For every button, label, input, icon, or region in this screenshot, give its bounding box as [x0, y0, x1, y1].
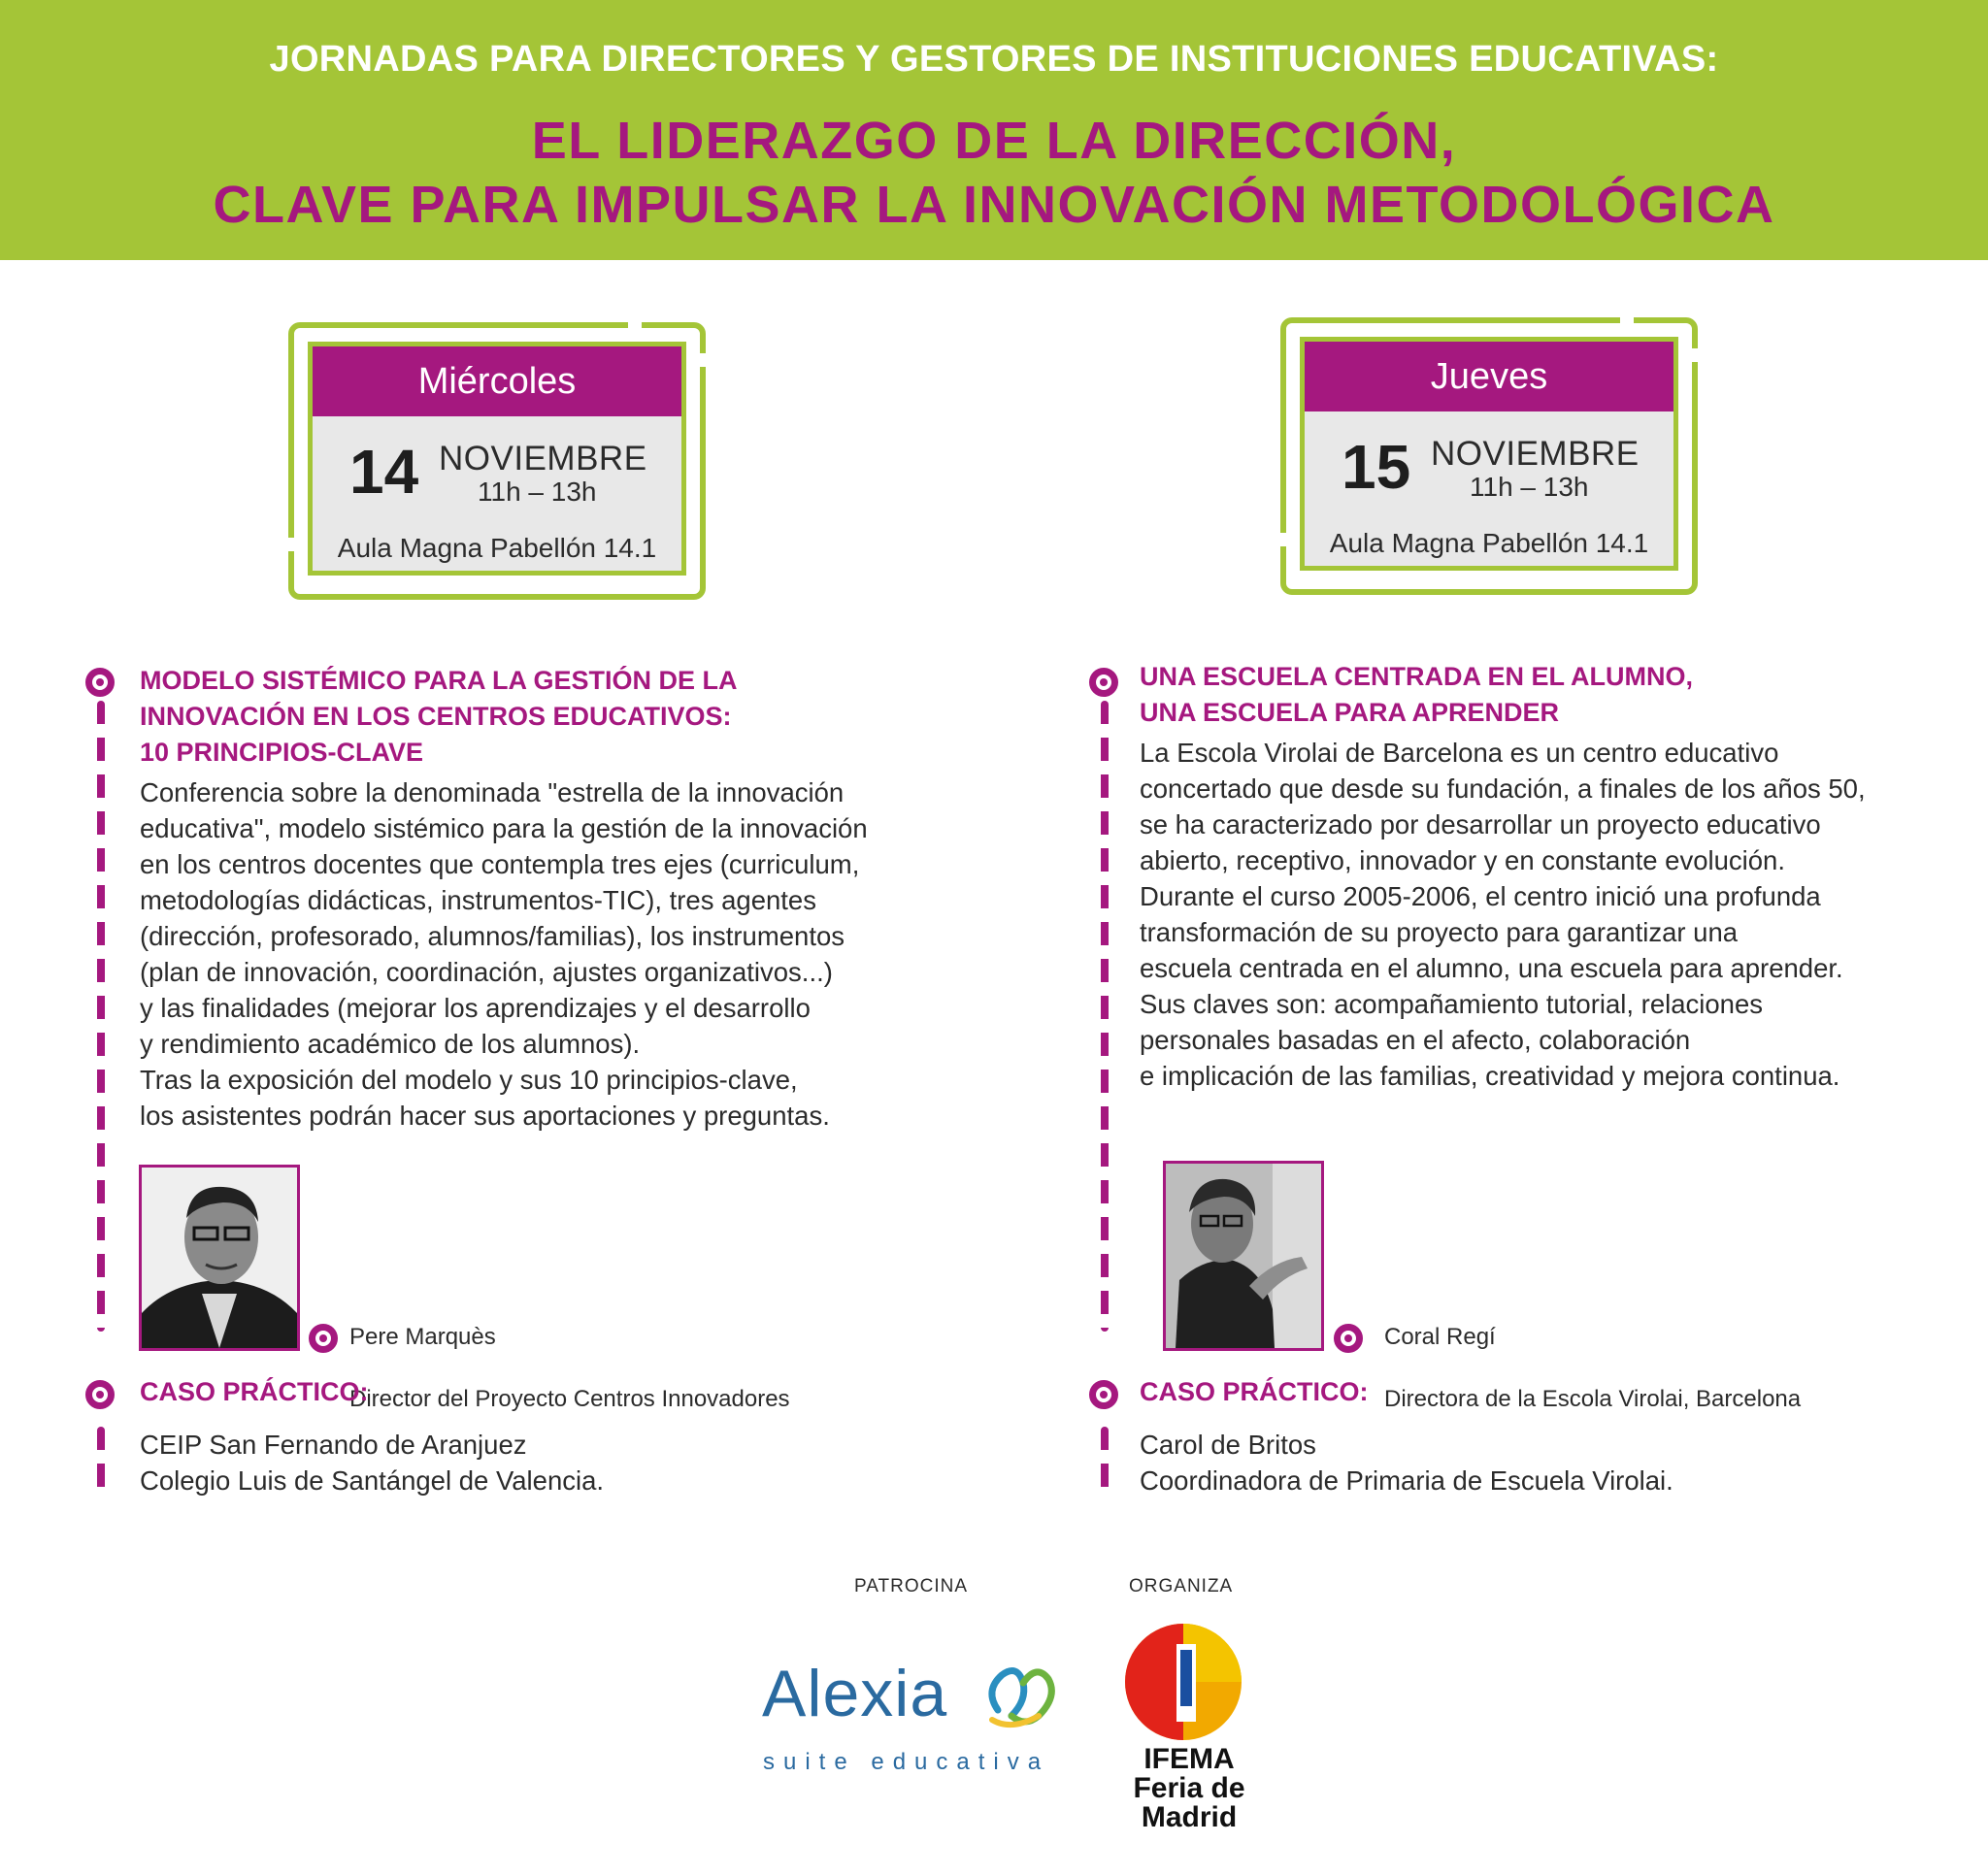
- case-title-left: CASO PRÁCTICO:: [140, 1377, 369, 1406]
- ifema-emblem-icon: [1122, 1621, 1244, 1743]
- month: NOVIEMBRE: [1431, 435, 1640, 473]
- alexia-logo-word: Alexia: [762, 1657, 948, 1730]
- venue: Aula Magna Pabellón 14.1: [1329, 528, 1649, 558]
- date-card-thursday: [1280, 317, 1698, 594]
- venue: Aula Magna Pabellón 14.1: [337, 533, 657, 563]
- date-card-wednesday: [288, 322, 706, 599]
- event-kicker: JORNADAS PARA DIRECTORES Y GESTORES DE INSTITUCIONES EDUCATIVAS:: [269, 39, 1719, 80]
- timeline-marker-icon: [85, 668, 115, 697]
- speaker-name: Pere Marquès: [349, 1324, 496, 1350]
- timeline-dashes-right-bottom: [1101, 1427, 1109, 1495]
- speaker-marker-icon: [309, 1324, 338, 1353]
- day-number: 14: [349, 437, 419, 507]
- ifema-logo-text: IFEMA Feria de Madrid: [1133, 1743, 1245, 1833]
- timeline-marker-icon: [85, 1380, 115, 1409]
- day-name: Miércoles: [313, 346, 681, 416]
- case-title-right: CASO PRÁCTICO:: [1140, 1377, 1369, 1406]
- hours: 11h – 13h: [1470, 472, 1589, 502]
- organizer-label: ORGANIZA: [1129, 1576, 1234, 1596]
- day-number: 15: [1342, 432, 1411, 502]
- speaker-info-left: [349, 1291, 790, 1446]
- date-card-body: [1300, 337, 1678, 571]
- speaker-info-right: [1384, 1291, 1801, 1446]
- speaker-role: Directora de la Escola Virolai, Barcelona: [1384, 1386, 1802, 1412]
- speaker-marker-icon: [1334, 1324, 1363, 1353]
- hours: 11h – 13h: [478, 477, 597, 507]
- sponsor-label: PATROCINA: [854, 1576, 969, 1596]
- timeline-marker-icon: [1089, 1380, 1118, 1409]
- session-description-left: Conferencia sobre la denominada "estrella de la innovación educativa", modelo sistémico para la gestión de la innovación en los centros docentes que contempla tres ejes (curriculum, metodologías didácticas, instrumentos-TIC), tres agentes (dirección, profesorado, alumnos/familias), los instrumentos (plan de innovación, coordinación, ajustes organizativos...) y las finalidades (mejorar los aprendizajes y el desarrollo y rendimiento académico de los alumnos). Tras la exposición del modelo y sus 10 principios-clave, los asistentes podrán hacer sus aportaciones y preguntas.: [140, 777, 868, 1131]
- timeline-dashes-left-bottom: [97, 1427, 105, 1495]
- portrait-image: [142, 1168, 297, 1348]
- session-title-right: UNA ESCUELA CENTRADA EN EL ALUMNO, UNA ESCUELA PARA APRENDER: [1140, 662, 1694, 727]
- timeline-dashes-right: [1101, 701, 1109, 1332]
- date-card-body: [308, 342, 686, 576]
- timeline-marker-icon: [1089, 668, 1118, 697]
- portrait-image: [1166, 1164, 1321, 1348]
- alexia-swirl-icon: [982, 1662, 1056, 1731]
- speaker-role: Director del Proyecto Centros Innovadores: [349, 1386, 790, 1412]
- day-name: Jueves: [1305, 342, 1673, 411]
- speaker-name: Coral Regí: [1384, 1324, 1496, 1350]
- header-banner: [0, 0, 1988, 260]
- speaker-photo-pere: [139, 1165, 300, 1351]
- event-title: [0, 109, 1988, 237]
- session-title-left: MODELO SISTÉMICO PARA LA GESTIÓN DE LA INNOVACIÓN EN LOS CENTROS EDUCATIVOS: 10 PRINCIPIOS-CLAVE: [140, 666, 738, 767]
- event-title-line1: EL LIDERAZGO DE LA DIRECCIÓN,: [531, 112, 1457, 170]
- case-text-right: Carol de Britos Coordinadora de Primaria de Escuela Virolai.: [1140, 1430, 1673, 1496]
- month: NOVIEMBRE: [439, 440, 647, 477]
- alexia-logo-tagline: suite educativa: [763, 1749, 1050, 1775]
- session-description-right: La Escola Virolai de Barcelona es un centro educativo concertado que desde su fundación, a finales de los años 50, se ha caracterizado por desarrollar un proyecto educativo abierto, receptivo, innovador y en constante evolución. Durante el curso 2005-2006, el centro inició una profunda transformación de su proyecto para garantizar una escuela centrada en el alumno, una escuela para aprender. Sus claves son: acompañamiento tutorial, relaciones personales basadas en el afecto, colaboración e implicación de las familias, creatividad y mejora continua.: [1140, 738, 1866, 1091]
- event-title-line2: CLAVE PARA IMPULSAR LA INNOVACIÓN METODOLÓGICA: [213, 176, 1775, 234]
- case-text-left: CEIP San Fernando de Aranjuez Colegio Luis de Santángel de Valencia.: [140, 1430, 605, 1496]
- timeline-dashes-left: [97, 701, 105, 1332]
- speaker-photo-coral: [1163, 1161, 1324, 1351]
